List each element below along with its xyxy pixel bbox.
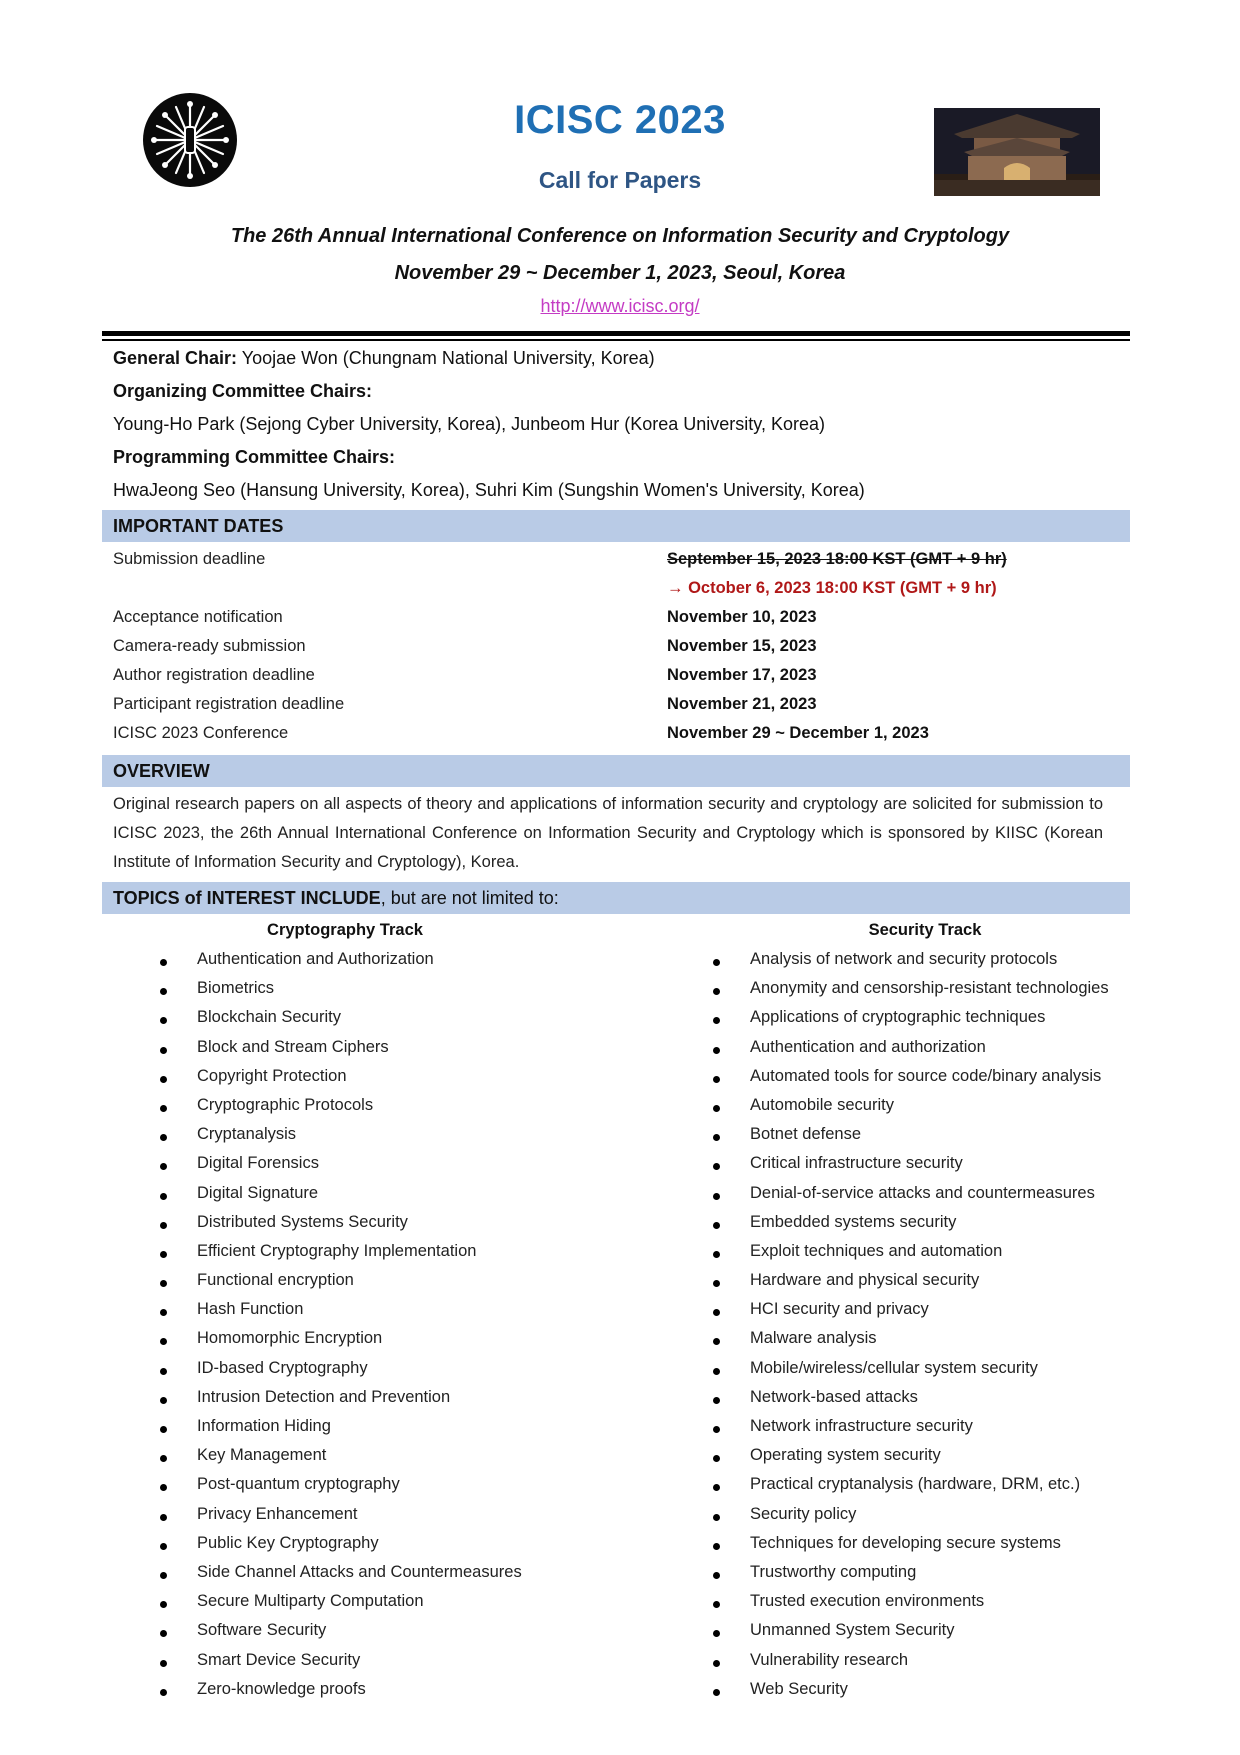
bullet-icon — [713, 1338, 720, 1345]
bullet-icon — [160, 1017, 167, 1024]
bullet-icon — [160, 1076, 167, 1083]
topic-label: Key Management — [197, 1446, 327, 1465]
topic-list-item — [197, 1096, 522, 1125]
topic-list-item — [750, 1446, 1109, 1475]
topic-list-item — [750, 1008, 1109, 1037]
bullet-icon — [160, 1630, 167, 1637]
bullet-icon — [713, 1368, 720, 1375]
bullet-icon — [713, 1514, 720, 1521]
topic-list-item — [197, 1154, 522, 1183]
topic-label: Block and Stream Ciphers — [197, 1037, 389, 1056]
topic-label: Network infrastructure security — [750, 1417, 973, 1435]
bullet-icon — [713, 1280, 720, 1287]
topic-list-item — [197, 1621, 522, 1650]
bullet-icon — [160, 1163, 167, 1170]
bullet-icon — [713, 1076, 720, 1083]
topic-list-item — [750, 1242, 1109, 1271]
bullet-icon — [713, 1543, 720, 1550]
bullet-icon — [713, 1251, 720, 1258]
topic-label: Vulnerability research — [750, 1650, 909, 1669]
topic-label: Privacy Enhancement — [197, 1504, 358, 1523]
topic-list-item — [197, 1505, 522, 1534]
programming-chairs-label — [113, 447, 395, 468]
topic-label: Authentication and authorization — [750, 1037, 986, 1056]
important-dates-heading: IMPORTANT DATES — [102, 510, 1130, 542]
topic-label: Critical infrastructure security — [750, 1154, 963, 1173]
bullet-icon — [160, 1397, 167, 1404]
topic-list-item — [750, 1096, 1109, 1125]
topic-list-item — [750, 1067, 1109, 1096]
programming-chairs-value: HwaJeong Seo (Hansung University, Korea), Suhri Kim (Sungshin Women's University, Korea) — [113, 480, 865, 500]
topic-label: Practical cryptanalysis (hardware, DRM, etc.) — [750, 1475, 1081, 1494]
bullet-icon — [160, 1514, 167, 1521]
topic-label: Secure Multiparty Computation — [197, 1592, 424, 1611]
crypto-track-title: Cryptography Track — [267, 921, 423, 939]
topic-label: Embedded systems security — [750, 1212, 957, 1231]
topic-label: Intrusion Detection and Prevention — [197, 1387, 451, 1406]
organizing-chairs-heading: Organizing Committee Chairs: — [113, 381, 373, 401]
bullet-icon — [713, 1222, 720, 1229]
topic-list-item — [750, 1475, 1109, 1504]
bullet-icon — [160, 1134, 167, 1141]
topic-label: Security policy — [750, 1504, 857, 1523]
topic-list-item — [197, 1417, 522, 1446]
topic-list-item — [750, 1184, 1109, 1213]
topic-list-item — [750, 1388, 1109, 1417]
topic-list-item — [750, 1038, 1109, 1067]
bullet-icon — [713, 959, 720, 966]
bullet-icon — [713, 988, 720, 995]
topic-label: Digital Signature — [197, 1183, 319, 1202]
bullet-icon — [713, 1017, 720, 1024]
topic-list-item — [197, 1563, 522, 1592]
topic-label: Distributed Systems Security — [197, 1212, 408, 1231]
bullet-icon — [160, 1338, 167, 1345]
security-track-title: Security Track — [868, 921, 982, 939]
date-label: Acceptance notification — [113, 608, 283, 626]
topic-list-item — [197, 1038, 522, 1067]
topic-list-item — [197, 1300, 522, 1329]
topic-list-item — [197, 1125, 522, 1154]
topic-label: Mobile/wireless/cellular system security — [750, 1358, 1038, 1377]
topic-label: Analysis of network and security protocols — [750, 950, 1058, 968]
date-label: Camera-ready submission — [113, 637, 306, 655]
topic-label: Operating system security — [750, 1446, 941, 1465]
topic-label: Trusted execution environments — [750, 1592, 985, 1611]
overview-heading: OVERVIEW — [102, 755, 1130, 787]
bullet-icon — [160, 1193, 167, 1200]
bullet-icon — [160, 1251, 167, 1258]
date-label: Submission deadline — [113, 550, 266, 568]
bullet-icon — [160, 1105, 167, 1112]
topic-list-item — [197, 1271, 522, 1300]
topic-list-item — [197, 1008, 522, 1037]
divider-thick — [102, 331, 1130, 336]
submission-deadline-old: September 15, 2023 18:00 KST (GMT + 9 hr) — [667, 550, 1007, 568]
topics-heading-bold: TOPICS of INTEREST INCLUDE — [113, 888, 381, 908]
date-value: November 10, 2023 — [667, 608, 817, 626]
bullet-icon — [160, 1572, 167, 1579]
bullet-icon — [160, 1689, 167, 1696]
topic-list-item — [197, 1213, 522, 1242]
topic-list-item — [750, 1154, 1109, 1183]
topic-list-item — [197, 1534, 522, 1563]
conference-url-row — [0, 296, 1240, 317]
topic-label: Public Key Cryptography — [197, 1533, 379, 1552]
conference-dates: November 29 ~ December 1, 2023, Seoul, Korea — [394, 262, 846, 284]
bullet-icon — [160, 1222, 167, 1229]
date-value: November 15, 2023 — [667, 637, 817, 655]
submission-deadline-new: → October 6, 2023 18:00 KST (GMT + 9 hr) — [667, 579, 997, 597]
conference-name: The 26th Annual International Conference on Information Security and Cryptology — [230, 225, 1010, 247]
conference-url-link[interactable]: http://www.icisc.org/ — [540, 296, 700, 316]
overview-text: Original research papers on all aspects of theory and applications of information security and cryptology are solicited for submission to ICISC 2023, the 26th Annual International Conference on Information Security and Cryptology which is sponsored by KIISC (Korean Institute of Information Security and Cryptology), Korea. — [113, 795, 1103, 871]
organizing-chairs-label — [113, 381, 372, 402]
topic-label: Side Channel Attacks and Countermeasures — [197, 1562, 522, 1581]
bullet-icon — [713, 1572, 720, 1579]
topic-list-item — [750, 950, 1109, 979]
topic-label: Biometrics — [197, 979, 275, 998]
page-title: ICISC 2023 — [514, 98, 726, 142]
topic-list-item — [197, 1067, 522, 1096]
bullet-icon — [160, 1543, 167, 1550]
topic-label: Copyright Protection — [197, 1066, 347, 1085]
bullet-icon — [713, 1689, 720, 1696]
general-chair — [113, 348, 655, 369]
bullet-icon — [713, 1193, 720, 1200]
topic-label: Unmanned System Security — [750, 1621, 955, 1640]
bullet-icon — [713, 1484, 720, 1491]
topic-list-item — [197, 1329, 522, 1358]
bullet-icon — [160, 1368, 167, 1375]
divider-thin — [102, 339, 1130, 341]
topic-label: Applications of cryptographic techniques — [750, 1008, 1046, 1027]
date-label: ICISC 2023 Conference — [113, 724, 289, 742]
bullet-icon — [160, 1426, 167, 1433]
topic-label: Hash Function — [197, 1300, 304, 1319]
topic-label: ID-based Cryptography — [197, 1358, 368, 1377]
topic-label: Post-quantum cryptography — [197, 1475, 400, 1494]
date-label: Author registration deadline — [113, 666, 315, 684]
bullet-icon — [713, 1660, 720, 1667]
topic-label: Zero-knowledge proofs — [197, 1679, 366, 1698]
topic-label: Techniques for developing secure systems — [750, 1533, 1061, 1552]
bullet-icon — [713, 1134, 720, 1141]
bullet-icon — [160, 1660, 167, 1667]
topic-label: HCI security and privacy — [750, 1300, 929, 1319]
topic-list-item — [197, 1651, 522, 1680]
topic-list-item — [750, 1125, 1109, 1154]
crypto-topic-list — [197, 950, 522, 1709]
topic-list-item — [750, 1592, 1109, 1621]
topic-label: Authentication and Authorization — [197, 950, 434, 968]
topic-label: Web Security — [750, 1679, 848, 1698]
topic-label: Cryptanalysis — [197, 1125, 297, 1144]
topic-list-item — [750, 1300, 1109, 1329]
topic-list-item — [197, 1242, 522, 1271]
bullet-icon — [160, 1309, 167, 1316]
bullet-icon — [713, 1047, 720, 1054]
bullet-icon — [713, 1455, 720, 1462]
topic-label: Efficient Cryptography Implementation — [197, 1241, 477, 1260]
topic-label: Trustworthy computing — [750, 1562, 917, 1581]
topic-label: Denial-of-service attacks and countermeasures — [750, 1183, 1095, 1202]
date-value: November 21, 2023 — [667, 695, 817, 713]
bullet-icon — [713, 1601, 720, 1608]
security-topic-list — [750, 950, 1109, 1709]
topic-label: Cryptographic Protocols — [197, 1095, 374, 1114]
bullet-icon — [713, 1426, 720, 1433]
topic-label: Digital Forensics — [197, 1154, 319, 1173]
topic-list-item — [197, 1592, 522, 1621]
topic-list-item — [197, 1184, 522, 1213]
topic-list-item — [750, 979, 1109, 1008]
bullet-icon — [160, 988, 167, 995]
bullet-icon — [160, 1601, 167, 1608]
topic-list-item — [750, 1271, 1109, 1300]
topic-list-item — [750, 1563, 1109, 1592]
topics-heading-rest: , but are not limited to: — [380, 888, 559, 908]
topic-list-item — [197, 1359, 522, 1388]
general-chair-label: General Chair: — [113, 348, 238, 368]
topic-list-item — [197, 950, 522, 979]
general-chair-value: Yoojae Won (Chungnam National University, Korea) — [237, 348, 655, 368]
date-value: November 29 ~ December 1, 2023 — [667, 724, 929, 742]
topic-label: Automated tools for source code/binary analysis — [750, 1066, 1102, 1085]
topic-list-item — [197, 1388, 522, 1417]
topic-label: Information Hiding — [197, 1417, 331, 1435]
topic-list-item — [197, 1680, 522, 1709]
topic-label: Botnet defense — [750, 1125, 862, 1144]
topic-label: Homomorphic Encryption — [197, 1329, 383, 1348]
bullet-icon — [160, 1455, 167, 1462]
topic-label: Network-based attacks — [750, 1387, 918, 1406]
bullet-icon — [160, 1484, 167, 1491]
topic-list-item — [197, 979, 522, 1008]
date-value: November 17, 2023 — [667, 666, 817, 684]
topic-label: Blockchain Security — [197, 1008, 341, 1027]
date-label: Participant registration deadline — [113, 695, 345, 713]
bullet-icon — [713, 1630, 720, 1637]
bullet-icon — [160, 1280, 167, 1287]
topic-label: Automobile security — [750, 1095, 894, 1114]
topic-list-item — [750, 1680, 1109, 1709]
topic-label: Smart Device Security — [197, 1650, 361, 1669]
programming-chairs-heading: Programming Committee Chairs: — [113, 447, 396, 467]
topic-list-item — [750, 1505, 1109, 1534]
page-subtitle: Call for Papers — [538, 167, 702, 193]
topic-list-item — [750, 1651, 1109, 1680]
topic-label: Anonymity and censorship-resistant technologies — [750, 979, 1109, 998]
bullet-icon — [713, 1397, 720, 1404]
bullet-icon — [160, 959, 167, 966]
topic-label: Hardware and physical security — [750, 1271, 980, 1290]
topic-list-item — [750, 1359, 1109, 1388]
topics-heading — [102, 882, 1130, 914]
topic-list-item — [750, 1417, 1109, 1446]
bullet-icon — [160, 1047, 167, 1054]
bullet-icon — [713, 1309, 720, 1316]
topic-list-item — [750, 1213, 1109, 1242]
topic-list-item — [197, 1475, 522, 1504]
topic-label: Exploit techniques and automation — [750, 1241, 1003, 1260]
bullet-icon — [713, 1163, 720, 1170]
topic-list-item — [750, 1621, 1109, 1650]
topic-list-item — [197, 1446, 522, 1475]
topic-label: Functional encryption — [197, 1271, 354, 1290]
topic-list-item — [750, 1329, 1109, 1358]
topic-label: Software Security — [197, 1621, 327, 1640]
bullet-icon — [713, 1105, 720, 1112]
topic-label: Malware analysis — [750, 1329, 877, 1348]
topic-list-item — [750, 1534, 1109, 1563]
organizing-chairs-value: Young-Ho Park (Sejong Cyber University, Korea), Junbeom Hur (Korea University, Korea) — [113, 414, 825, 434]
